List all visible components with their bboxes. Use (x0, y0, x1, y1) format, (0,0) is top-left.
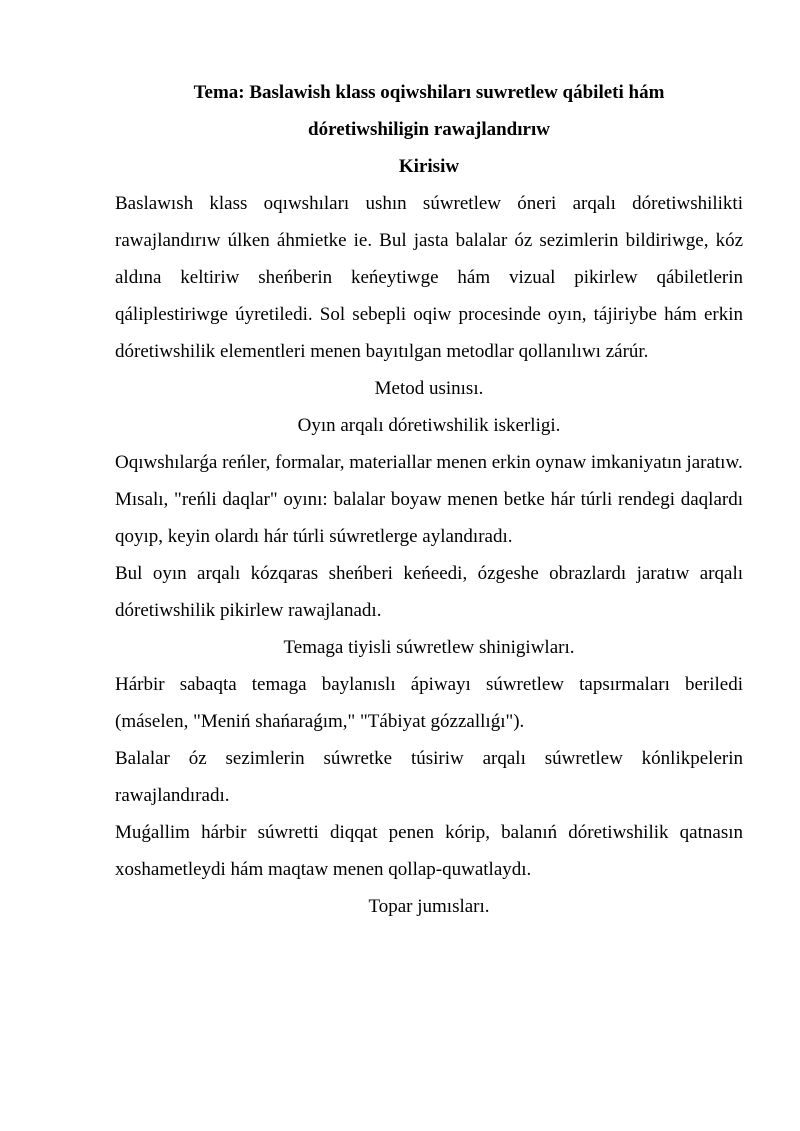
document-page (115, 74, 743, 925)
section-2-paragraph-1: Hárbir sabaqta temaga baylanıslı ápiwayı súwretlew tapsırmaları beriledi (máselen, "Meniń shańaraǵım," "Tábiyat gózzallıǵı"). (115, 674, 743, 732)
intro-paragraph: Baslawısh klass oqıwshıları ushın súwretlew óneri arqalı dóretiwshilikti rawajlandırıw úlken áhmietke ie. Bul jasta balalar óz sezimlerin bildiriwge, kóz aldına keltiriw sheńberin keńeytiwge hám vizual pikirlew qábiletlerin qáliplestiriwge úyretiledi. Sol sebepli oqiw procesinde oyın, tájiriybe hám erkin dóretiwshilik elementleri menen bayıtılgan metodlar qollanılıwı zárúr. (115, 193, 743, 362)
section-2-paragraph-2: Balalar óz sezimlerin súwretke túsiriw arqalı súwretlew kónlikpelerin rawajlandıradı. (115, 748, 743, 806)
section-2-paragraph-3: Muǵallim hárbir súwretti diqqat penen kórip, balanıń dóretiwshilik qatnasın xoshametleydi hám maqtaw menen qollap-quwatlaydı. (115, 822, 743, 880)
document-title-line-2: dóretiwshiligin rawajlandırıw (308, 119, 550, 140)
section-2-heading: Temaga tiyisli súwretlew shinigiwları. (283, 637, 575, 658)
intro-heading: Kirisiw (398, 156, 460, 177)
section-1-paragraph-1: Oqıwshılarǵa reńler, formalar, materiallar menen erkin oynaw imkaniyatın jaratıw. (115, 452, 743, 473)
section-1-paragraph-3: Bul oyın arqalı kózqaras sheńberi keńeedi, ózgeshe obrazlardı jaratıw arqalı dóretiwshilik pikirlew rawajlanadı. (115, 563, 743, 621)
section-1-heading: Oyın arqalı dóretiwshilik iskerligi. (297, 415, 561, 436)
document-title-line-1: Tema: Baslawish klass oqiwshiları suwretlew qábileti hám (193, 82, 665, 103)
method-heading: Metod usinısı. (374, 378, 484, 399)
section-1-paragraph-2: Mısalı, "reńli daqlar" oyını: balalar boyaw menen betke hár túrli rendegi daqlardı qoyıp, keyin olardı hár túrli súwretlerge aylandıradı. (115, 489, 743, 547)
section-3-heading: Topar jumısları. (368, 896, 490, 917)
